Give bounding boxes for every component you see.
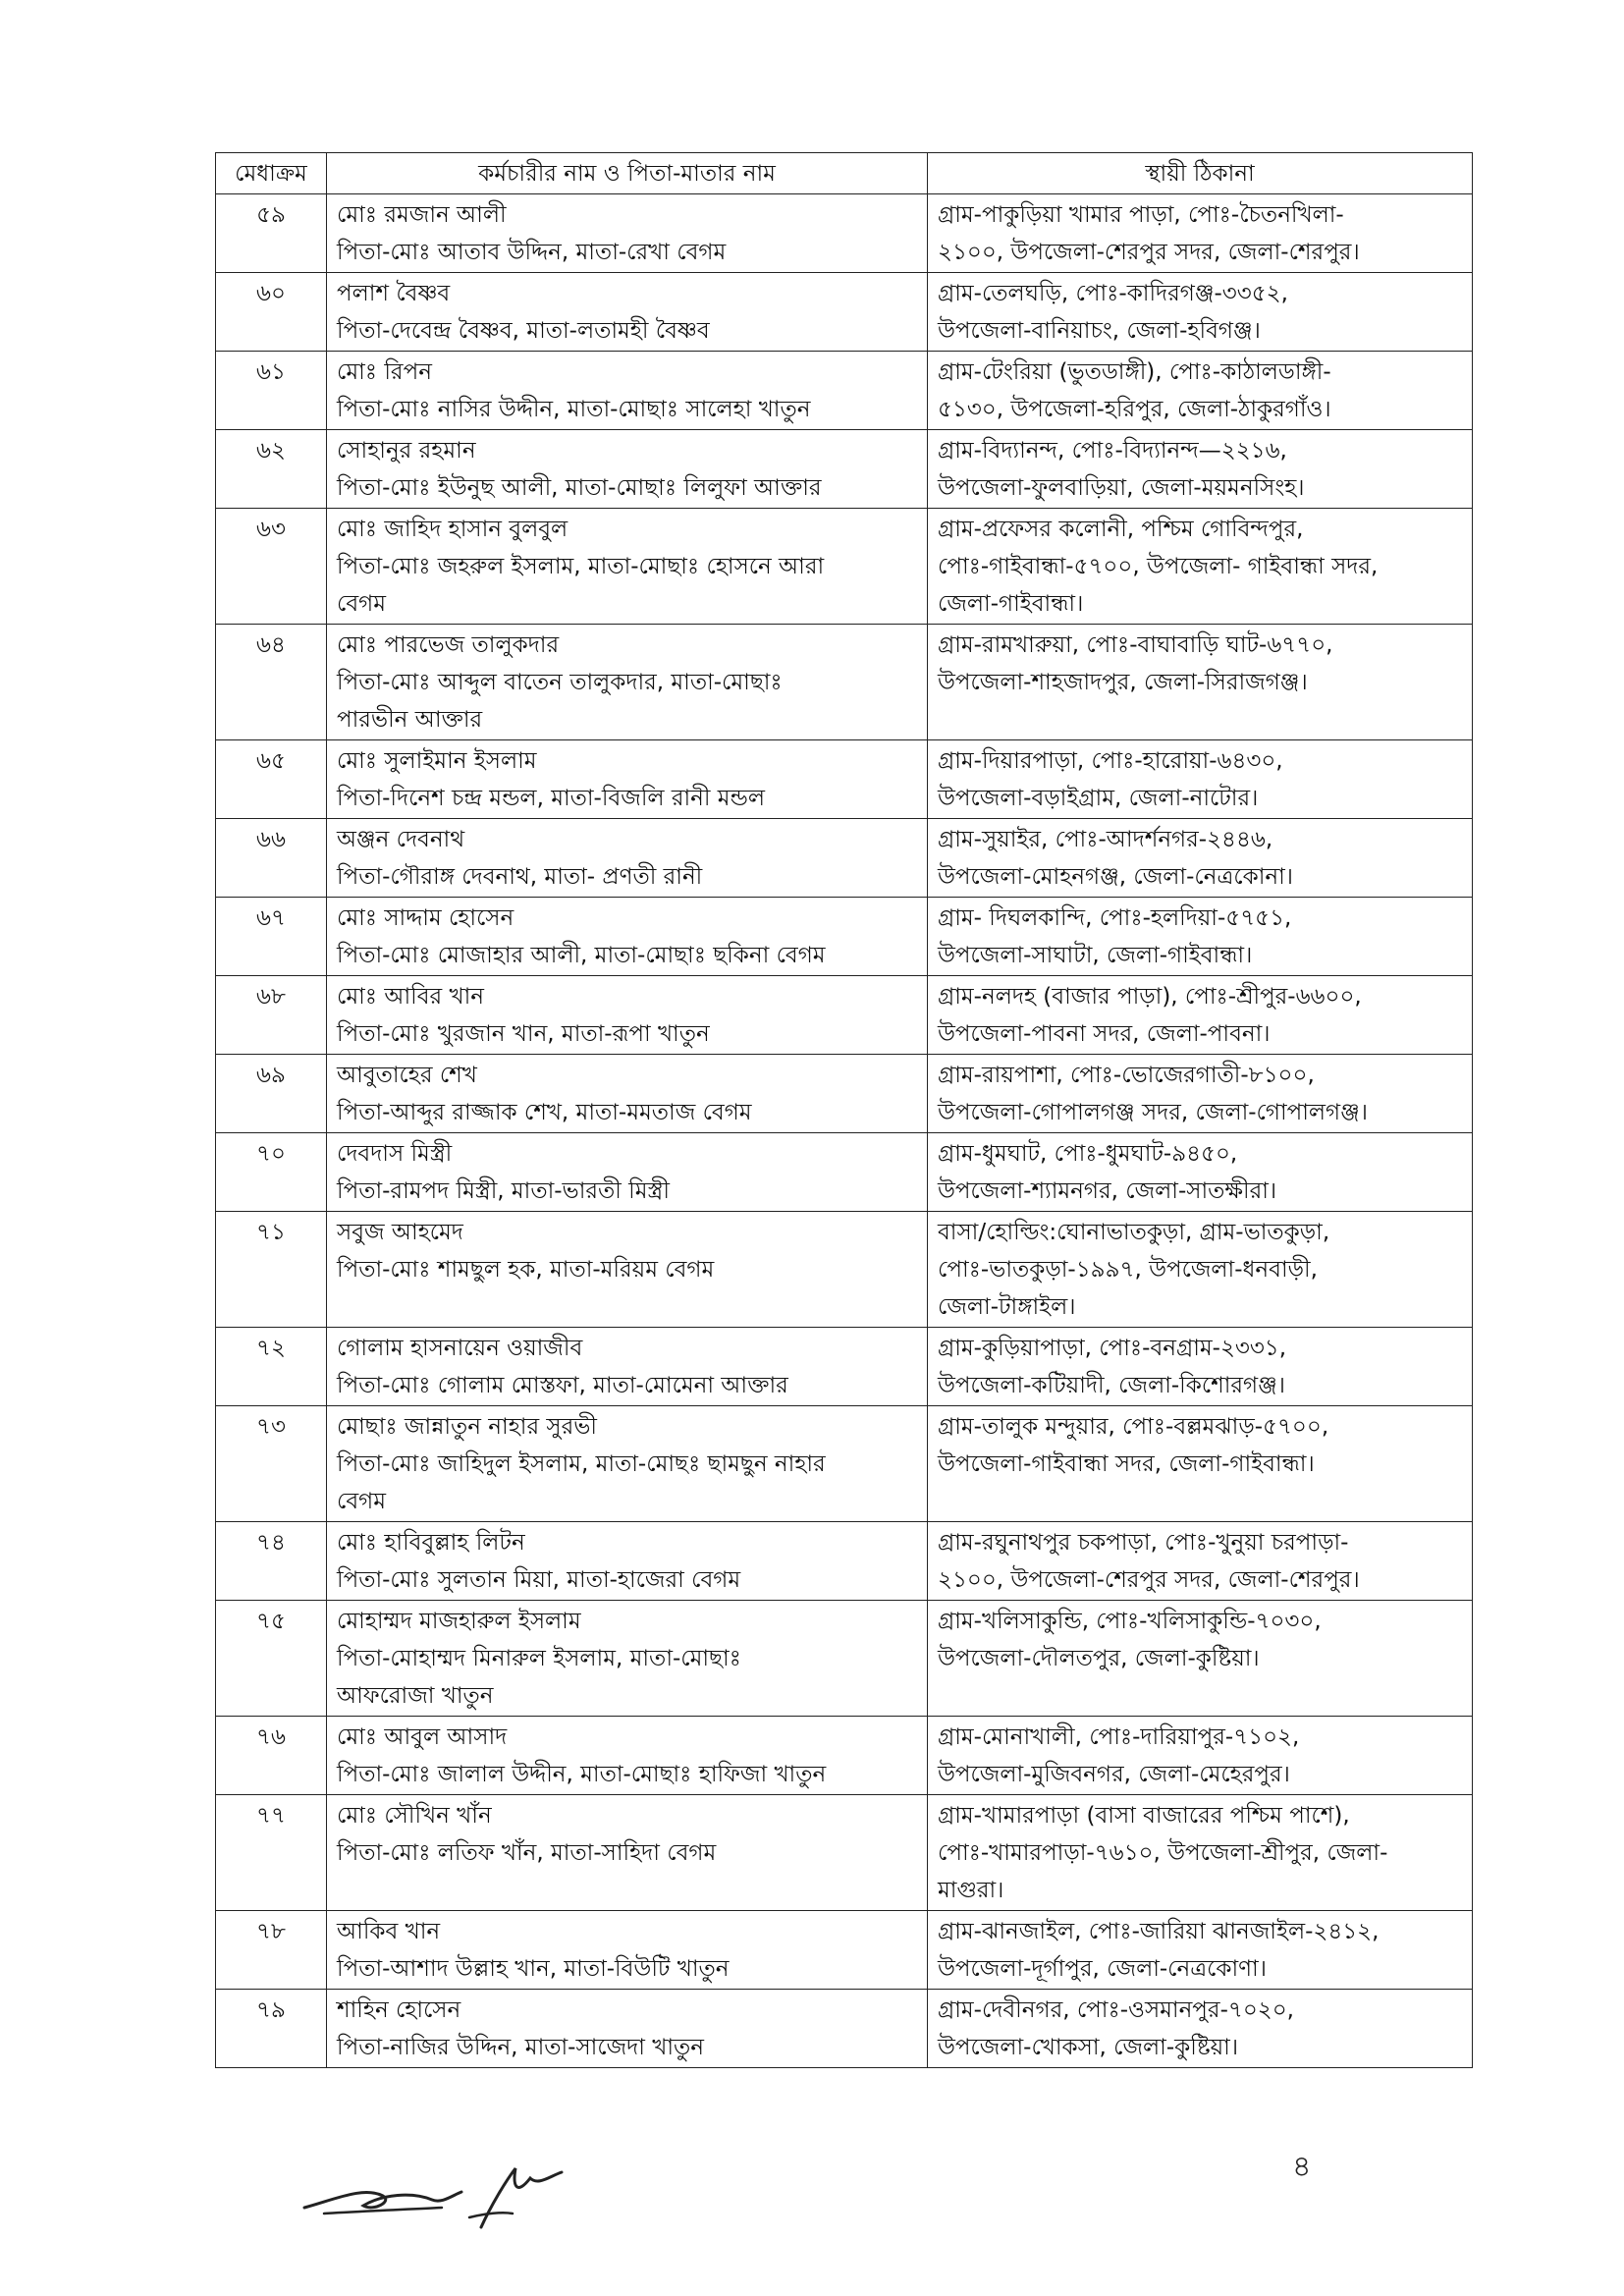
- employee-name-cell: [327, 352, 928, 430]
- permanent-address-cell: [928, 898, 1473, 976]
- address-line: উপজেলা-গাইবান্ধা সদর, জেলা-গাইবান্ধা।: [938, 1451, 1315, 1477]
- parent-names: পিতা-মোঃ আতাব উদ্দিন, মাতা-রেখা বেগম: [337, 240, 727, 265]
- signature: [295, 2157, 579, 2235]
- table-row: [216, 509, 1473, 625]
- address-line: বাসা/হোল্ডিং:ঘোনাভাতকুড়া, গ্রাম-ভাতকুড়া,: [938, 1220, 1330, 1245]
- parent-names: পিতা-মোঃ জাহিদুল ইসলাম, মাতা-মোছঃ ছামছুন নাহার: [337, 1451, 826, 1477]
- address-line: উপজেলা-বানিয়াচং, জেলা-হবিগঞ্জ।: [938, 318, 1261, 344]
- merit-serial: ৬৫: [216, 740, 327, 819]
- employee-name: মোঃ পারভেজ তালুকদার: [337, 632, 560, 658]
- merit-serial: ৬৯: [216, 1055, 327, 1133]
- permanent-address-cell: [928, 194, 1473, 273]
- employee-name-cell: [327, 430, 928, 509]
- address-line: উপজেলা-খোকসা, জেলা-কুষ্টিয়া।: [938, 2035, 1239, 2060]
- parent-names: পিতা-রামপদ মিস্ত্রী, মাতা-ভারতী মিস্ত্রী: [337, 1178, 670, 1204]
- employee-name-cell: [327, 625, 928, 740]
- address-line: গ্রাম-কুড়িয়াপাড়া, পোঃ-বনগ্রাম-২৩৩১,: [938, 1336, 1287, 1361]
- merit-serial: ৭৭: [216, 1795, 327, 1911]
- permanent-address-cell: [928, 509, 1473, 625]
- header-serial: মেধাক্রম: [216, 153, 327, 194]
- employee-name-cell: [327, 898, 928, 976]
- merit-list-table: [215, 152, 1473, 2068]
- address-line: উপজেলা-পাবনা সদর, জেলা-পাবনা।: [938, 1021, 1271, 1047]
- employee-name-cell: [327, 194, 928, 273]
- address-line: গ্রাম-তালুক মন্দুয়ার, পোঃ-বল্লমঝাড়-৫৭০০,: [938, 1414, 1329, 1440]
- parent-names: পারভীন আক্তার: [337, 707, 483, 733]
- parent-names: পিতা-আশাদ উল্লাহ খান, মাতা-বিউটি খাতুন: [337, 1956, 730, 1982]
- address-line: গ্রাম-রঘুনাথপুর চকপাড়া, পোঃ-খুনুয়া চরপাড়া-: [938, 1530, 1349, 1556]
- merit-serial: ৭৯: [216, 1990, 327, 2068]
- table-row: [216, 1212, 1473, 1328]
- employee-name: মোছাঃ জান্নাতুন নাহার সুরভী: [337, 1414, 597, 1440]
- table-row: [216, 898, 1473, 976]
- permanent-address-cell: [928, 1601, 1473, 1717]
- address-line: গ্রাম-রামখারুয়া, পোঃ-বাঘাবাড়ি ঘাট-৬৭৭০,: [938, 632, 1333, 658]
- table-header-row: [216, 153, 1473, 194]
- address-line: গ্রাম-ঝানজাইল, পোঃ-জারিয়া ঝানজাইল-২৪১২,: [938, 1919, 1380, 1944]
- permanent-address-cell: [928, 1990, 1473, 2068]
- employee-name: আকিব খান: [337, 1919, 441, 1944]
- address-line: উপজেলা-দৌলতপুর, জেলা-কুষ্টিয়া।: [938, 1646, 1260, 1671]
- address-line: উপজেলা-সাঘাটা, জেলা-গাইবান্ধা।: [938, 943, 1253, 968]
- employee-name: দেবদাস মিস্ত্রী: [337, 1141, 453, 1167]
- employee-name-cell: [327, 1212, 928, 1328]
- address-line: গ্রাম-খামারপাড়া (বাসা বাজারের পশ্চিম পাশে),: [938, 1803, 1350, 1829]
- permanent-address-cell: [928, 1328, 1473, 1406]
- employee-name: মোঃ আবির খান: [337, 984, 485, 1010]
- address-line: পোঃ-গাইবান্ধা-৫৭০০, উপজেলা- গাইবান্ধা সদর,: [938, 554, 1379, 579]
- permanent-address-cell: [928, 1795, 1473, 1911]
- address-line: উপজেলা-কটিয়াদী, জেলা-কিশোরগঞ্জ।: [938, 1373, 1285, 1398]
- merit-serial: ৭৮: [216, 1911, 327, 1990]
- employee-name-cell: [327, 740, 928, 819]
- address-line: পোঃ-খামারপাড়া-৭৬১০, উপজেলা-শ্রীপুর, জেলা-: [938, 1840, 1388, 1866]
- employee-name: মোঃ রিপন: [337, 359, 432, 385]
- merit-serial: ৭৬: [216, 1717, 327, 1795]
- table-row: [216, 194, 1473, 273]
- employee-name-cell: [327, 1990, 928, 2068]
- employee-name-cell: [327, 1795, 928, 1911]
- parent-names: বেগম: [337, 1489, 386, 1514]
- address-line: গ্রাম-প্রফেসর কলোনী, পশ্চিম গোবিন্দপুর,: [938, 517, 1304, 542]
- table-row: [216, 352, 1473, 430]
- merit-serial: ৬১: [216, 352, 327, 430]
- permanent-address-cell: [928, 1522, 1473, 1601]
- employee-name: শাহিন হোসেন: [337, 1997, 461, 2023]
- employee-name: অঞ্জন দেবনাথ: [337, 827, 465, 852]
- table-row: [216, 1328, 1473, 1406]
- table-row: [216, 1133, 1473, 1212]
- parent-names: পিতা-মোহাম্মদ মিনারুল ইসলাম, মাতা-মোছাঃ: [337, 1646, 741, 1671]
- employee-name-cell: [327, 1133, 928, 1212]
- table-row: [216, 740, 1473, 819]
- employee-name: মোঃ আবুল আসাদ: [337, 1724, 508, 1750]
- permanent-address-cell: [928, 1055, 1473, 1133]
- employee-name-cell: [327, 1055, 928, 1133]
- address-line: উপজেলা-বড়াইগ্রাম, জেলা-নাটোর।: [938, 786, 1259, 811]
- address-line: উপজেলা-গোপালগঞ্জ সদর, জেলা-গোপালগঞ্জ।: [938, 1100, 1368, 1125]
- parent-names: পিতা-মোঃ নাসির উদ্দীন, মাতা-মোছাঃ সালেহা খাতুন: [337, 397, 811, 422]
- employee-name: সোহানুর রহমান: [337, 438, 476, 464]
- address-line: উপজেলা-শ্যামনগর, জেলা-সাতক্ষীরা।: [938, 1178, 1277, 1204]
- address-line: উপজেলা-শাহজাদপুর, জেলা-সিরাজগঞ্জ।: [938, 670, 1308, 695]
- permanent-address-cell: [928, 1911, 1473, 1990]
- table-row: [216, 1406, 1473, 1522]
- merit-serial: ৭৫: [216, 1601, 327, 1717]
- employee-name-cell: [327, 1911, 928, 1990]
- table-row: [216, 819, 1473, 898]
- header-name: কর্মচারীর নাম ও পিতা-মাতার নাম: [327, 153, 928, 194]
- table-row: [216, 1911, 1473, 1990]
- table-row: [216, 1795, 1473, 1911]
- address-line: মাগুরা।: [938, 1878, 1004, 1903]
- employee-name-cell: [327, 1406, 928, 1522]
- parent-names: পিতা-নাজির উদ্দিন, মাতা-সাজেদা খাতুন: [337, 2035, 704, 2060]
- address-line: গ্রাম-ধুমঘাট, পোঃ-ধুমঘাট-৯৪৫০,: [938, 1141, 1238, 1167]
- parent-names: পিতা-দিনেশ চন্দ্র মন্ডল, মাতা-বিজলি রানী মন্ডল: [337, 786, 766, 811]
- parent-names: পিতা-মোঃ ইউনুছ আলী, মাতা-মোছাঃ লিলুফা আক্তার: [337, 475, 822, 501]
- merit-serial: ৬৬: [216, 819, 327, 898]
- table-row: [216, 976, 1473, 1055]
- table-row: [216, 1055, 1473, 1133]
- address-line: গ্রাম-রায়পাশা, পোঃ-ভোজেরগাতী-৮১০০,: [938, 1063, 1315, 1088]
- address-line: গ্রাম-বিদ্যানন্দ, পোঃ-বিদ্যানন্দ—২২১৬,: [938, 438, 1287, 464]
- parent-names: পিতা-দেবেন্দ্র বৈষ্ণব, মাতা-লতামহী বৈষ্ণব: [337, 318, 710, 344]
- table-row: [216, 625, 1473, 740]
- employee-name: মোঃ হাবিবুল্লাহ লিটন: [337, 1530, 525, 1556]
- merit-serial: ৬২: [216, 430, 327, 509]
- merit-serial: ৭১: [216, 1212, 327, 1328]
- table-row: [216, 430, 1473, 509]
- employee-name-cell: [327, 819, 928, 898]
- employee-name: মোহাম্মদ মাজহারুল ইসলাম: [337, 1609, 581, 1634]
- permanent-address-cell: [928, 352, 1473, 430]
- address-line: গ্রাম-নলদহ (বাজার পাড়া), পোঃ-শ্রীপুর-৬৬০০,: [938, 984, 1362, 1010]
- parent-names: পিতা-গৌরাঙ্গ দেবনাথ, মাতা- প্রণতী রানী: [337, 864, 703, 890]
- merit-serial: ৭৪: [216, 1522, 327, 1601]
- permanent-address-cell: [928, 1212, 1473, 1328]
- address-line: উপজেলা-দূর্গাপুর, জেলা-নেত্রকোণা।: [938, 1956, 1267, 1982]
- address-line: জেলা-গাইবান্ধা।: [938, 591, 1084, 617]
- table-row: [216, 1717, 1473, 1795]
- merit-serial: ৭৩: [216, 1406, 327, 1522]
- parent-names: পিতা-মোঃ জহরুল ইসলাম, মাতা-মোছাঃ হোসনে আরা: [337, 554, 825, 579]
- address-line: গ্রাম-দিয়ারপাড়া, পোঃ-হারোয়া-৬৪৩০,: [938, 748, 1283, 774]
- parent-names: পিতা-মোঃ লতিফ খাঁন, মাতা-সাহিদা বেগম: [337, 1840, 717, 1866]
- address-line: ২১০০, উপজেলা-শেরপুর সদর, জেলা-শেরপুর।: [938, 1567, 1360, 1593]
- merit-serial: ৬০: [216, 273, 327, 352]
- employee-name: মোঃ রমজান আলী: [337, 202, 507, 228]
- permanent-address-cell: [928, 819, 1473, 898]
- address-line: উপজেলা-ফুলবাড়িয়া, জেলা-ময়মনসিংহ।: [938, 475, 1305, 501]
- table-row: [216, 1522, 1473, 1601]
- parent-names: পিতা-মোঃ সুলতান মিয়া, মাতা-হাজেরা বেগম: [337, 1567, 741, 1593]
- page-number: ৪: [1292, 2150, 1312, 2184]
- address-line: ২১০০, উপজেলা-শেরপুর সদর, জেলা-শেরপুর।: [938, 240, 1360, 265]
- parent-names: আফরোজা খাতুন: [337, 1683, 494, 1709]
- address-line: গ্রাম-সুয়াইর, পোঃ-আদর্শনগর-২৪৪৬,: [938, 827, 1273, 852]
- permanent-address-cell: [928, 740, 1473, 819]
- employee-name: মোঃ সুলাইমান ইসলাম: [337, 748, 537, 774]
- address-line: উপজেলা-মোহনগঞ্জ, জেলা-নেত্রকোনা।: [938, 864, 1293, 890]
- table-body: [216, 194, 1473, 2068]
- merit-serial: ৬৮: [216, 976, 327, 1055]
- parent-names: পিতা-মোঃ শামছুল হক, মাতা-মরিয়ম বেগম: [337, 1257, 715, 1283]
- parent-names: পিতা-আব্দুর রাজ্জাক শেখ, মাতা-মমতাজ বেগম: [337, 1100, 752, 1125]
- address-line: জেলা-টাঙ্গাইল।: [938, 1294, 1076, 1320]
- employee-name: সবুজ আহমেদ: [337, 1220, 463, 1245]
- parent-names: পিতা-মোঃ জালাল উদ্দীন, মাতা-মোছাঃ হাফিজা খাতুন: [337, 1762, 827, 1787]
- merit-serial: ৭০: [216, 1133, 327, 1212]
- employee-name: মোঃ সাদ্দাম হোসেন: [337, 905, 514, 931]
- employee-name-cell: [327, 509, 928, 625]
- merit-serial: ৫৯: [216, 194, 327, 273]
- permanent-address-cell: [928, 1406, 1473, 1522]
- parent-names: পিতা-মোঃ গোলাম মোস্তফা, মাতা-মোমেনা আক্তার: [337, 1373, 788, 1398]
- employee-name: মোঃ জাহিদ হাসান বুলবুল: [337, 517, 568, 542]
- parent-names: পিতা-মোঃ খুরজান খান, মাতা-রূপা খাতুন: [337, 1021, 710, 1047]
- employee-name: আবুতাহের শেখ: [337, 1063, 477, 1088]
- merit-serial: ৬৪: [216, 625, 327, 740]
- table-row: [216, 1990, 1473, 2068]
- address-line: গ্রাম-টেংরিয়া (ভুতডাঙ্গী), পোঃ-কাঠালডাঙ্গী-: [938, 359, 1331, 385]
- employee-name-cell: [327, 1522, 928, 1601]
- employee-name-cell: [327, 273, 928, 352]
- address-line: গ্রাম-দেবীনগর, পোঃ-ওসমানপুর-৭০২০,: [938, 1997, 1294, 2023]
- address-line: গ্রাম-মোনাখালী, পোঃ-দারিয়াপুর-৭১০২,: [938, 1724, 1300, 1750]
- permanent-address-cell: [928, 430, 1473, 509]
- table-row: [216, 1601, 1473, 1717]
- address-line: পোঃ-ভাতকুড়া-১৯৯৭, উপজেলা-ধনবাড়ী,: [938, 1257, 1318, 1283]
- merit-serial: ৬৩: [216, 509, 327, 625]
- address-line: উপজেলা-মুজিবনগর, জেলা-মেহেরপুর।: [938, 1762, 1290, 1787]
- parent-names: বেগম: [337, 591, 386, 617]
- permanent-address-cell: [928, 273, 1473, 352]
- parent-names: পিতা-মোঃ মোজাহার আলী, মাতা-মোছাঃ ছকিনা বেগম: [337, 943, 826, 968]
- employee-name-cell: [327, 1328, 928, 1406]
- employee-name-cell: [327, 1717, 928, 1795]
- merit-serial: ৭২: [216, 1328, 327, 1406]
- employee-name-cell: [327, 1601, 928, 1717]
- permanent-address-cell: [928, 976, 1473, 1055]
- header-address: স্থায়ী ঠিকানা: [928, 153, 1473, 194]
- permanent-address-cell: [928, 1717, 1473, 1795]
- address-line: গ্রাম- দিঘলকান্দি, পোঃ-হলদিয়া-৫৭৫১,: [938, 905, 1292, 931]
- employee-name: পলাশ বৈষ্ণব: [337, 281, 451, 306]
- permanent-address-cell: [928, 625, 1473, 740]
- employee-name: মোঃ সৌখিন খাঁন: [337, 1803, 492, 1829]
- address-line: গ্রাম-খলিসাকুন্ডি, পোঃ-খলিসাকুন্ডি-৭০৩০,: [938, 1609, 1322, 1634]
- merit-serial: ৬৭: [216, 898, 327, 976]
- parent-names: পিতা-মোঃ আব্দুল বাতেন তালুকদার, মাতা-মোছাঃ: [337, 670, 783, 695]
- employee-name: গোলাম হাসনায়েন ওয়াজীব: [337, 1336, 583, 1361]
- address-line: গ্রাম-তেলঘড়ি, পোঃ-কাদিরগঞ্জ-৩৩৫২,: [938, 281, 1288, 306]
- employee-name-cell: [327, 976, 928, 1055]
- permanent-address-cell: [928, 1133, 1473, 1212]
- address-line: ৫১৩০, উপজেলা-হরিপুর, জেলা-ঠাকুরগাঁও।: [938, 397, 1331, 422]
- address-line: গ্রাম-পাকুড়িয়া খামার পাড়া, পোঃ-চৈতনখিলা-: [938, 202, 1344, 228]
- table-row: [216, 273, 1473, 352]
